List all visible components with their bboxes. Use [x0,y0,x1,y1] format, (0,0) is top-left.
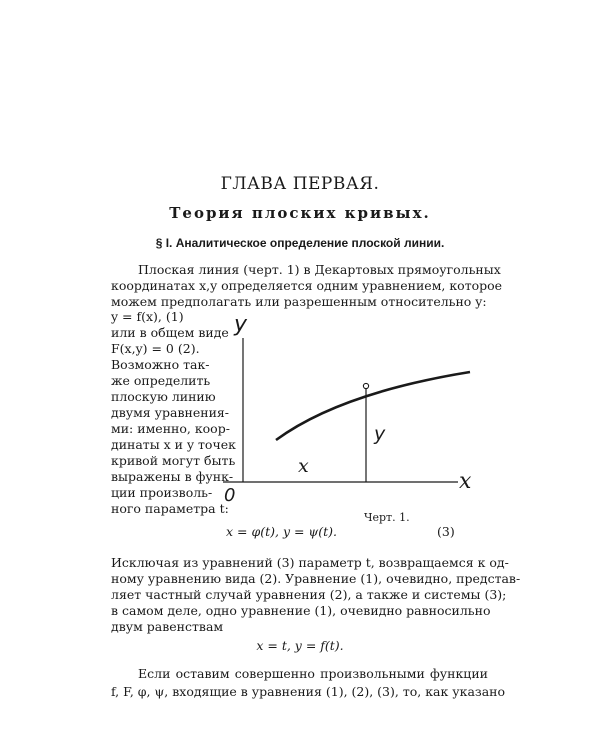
formula-4: x = t, y = f(t). [256,638,344,653]
paragraph3-line: Если оставим совершенно произвольными функции [138,666,488,681]
left-column-line: плоскую линию [111,389,216,404]
paragraph2-line: в самом деле, одно уравнение (1), очевидно равносильно [111,603,491,618]
chapter-title: ГЛАВА ПЕРВАЯ. [220,174,380,194]
left-column-line: y = f(x), (1) [111,309,184,324]
segment-y-label: y [374,423,386,445]
paragraph1-line: координатах x,y определяется одним уравнением, которое [111,278,503,293]
axis-y-label: y [234,312,248,337]
paragraph3-line: f, F, φ, ψ, входящие в уравнения (1), (2), (3), то, как указано [111,684,506,699]
chapter-subtitle: Теория плоских кривых. [169,204,431,222]
segment-x-label: x [298,455,309,477]
left-column-line: Возможно так- [111,357,210,372]
paragraph1-line: Плоская линия (черт. 1) в Декартовых прямоугольных [138,262,501,277]
curve [276,372,470,440]
section-title: § I. Аналитическое определение плоской линии. [155,236,445,250]
left-column-line: ного параметра t: [111,501,229,516]
origin-label: 0 [224,485,236,506]
paragraph2-line: ному уравнению вида (2). Уравнение (1), очевидно, представ- [111,571,521,586]
formula-3-number: (3) [437,524,455,539]
curve-point [363,383,368,388]
paragraph2-line: двум равенствам [111,619,224,634]
paragraph2-line: ляет частный случай уравнения (2), а также и системы (3); [111,587,507,602]
paragraph2-line: Исключая из уравнений (3) параметр t, возвращаемся к од- [111,555,509,570]
figure-caption: Черт. 1. [364,511,410,524]
left-column-line: динаты x и y точек [111,437,236,452]
left-column-line: двумя уравнения- [111,405,230,420]
left-column-line: кривой могут быть [111,453,236,468]
axis-x-label: x [459,469,472,494]
formula-3: x = φ(t), y = ψ(t). [226,524,337,539]
left-column-line: ми: именно, коор- [111,421,230,436]
left-column-line: ции произволь- [111,485,213,500]
left-column-line: F(x,y) = 0 (2). [111,341,200,356]
left-column-line: же определить [111,373,211,388]
paragraph1-line: можем предполагать или разрешенным относительно y: [111,294,487,309]
left-column-line: или в общем виде [111,325,229,340]
left-column-line: выражены в функ- [111,469,234,484]
